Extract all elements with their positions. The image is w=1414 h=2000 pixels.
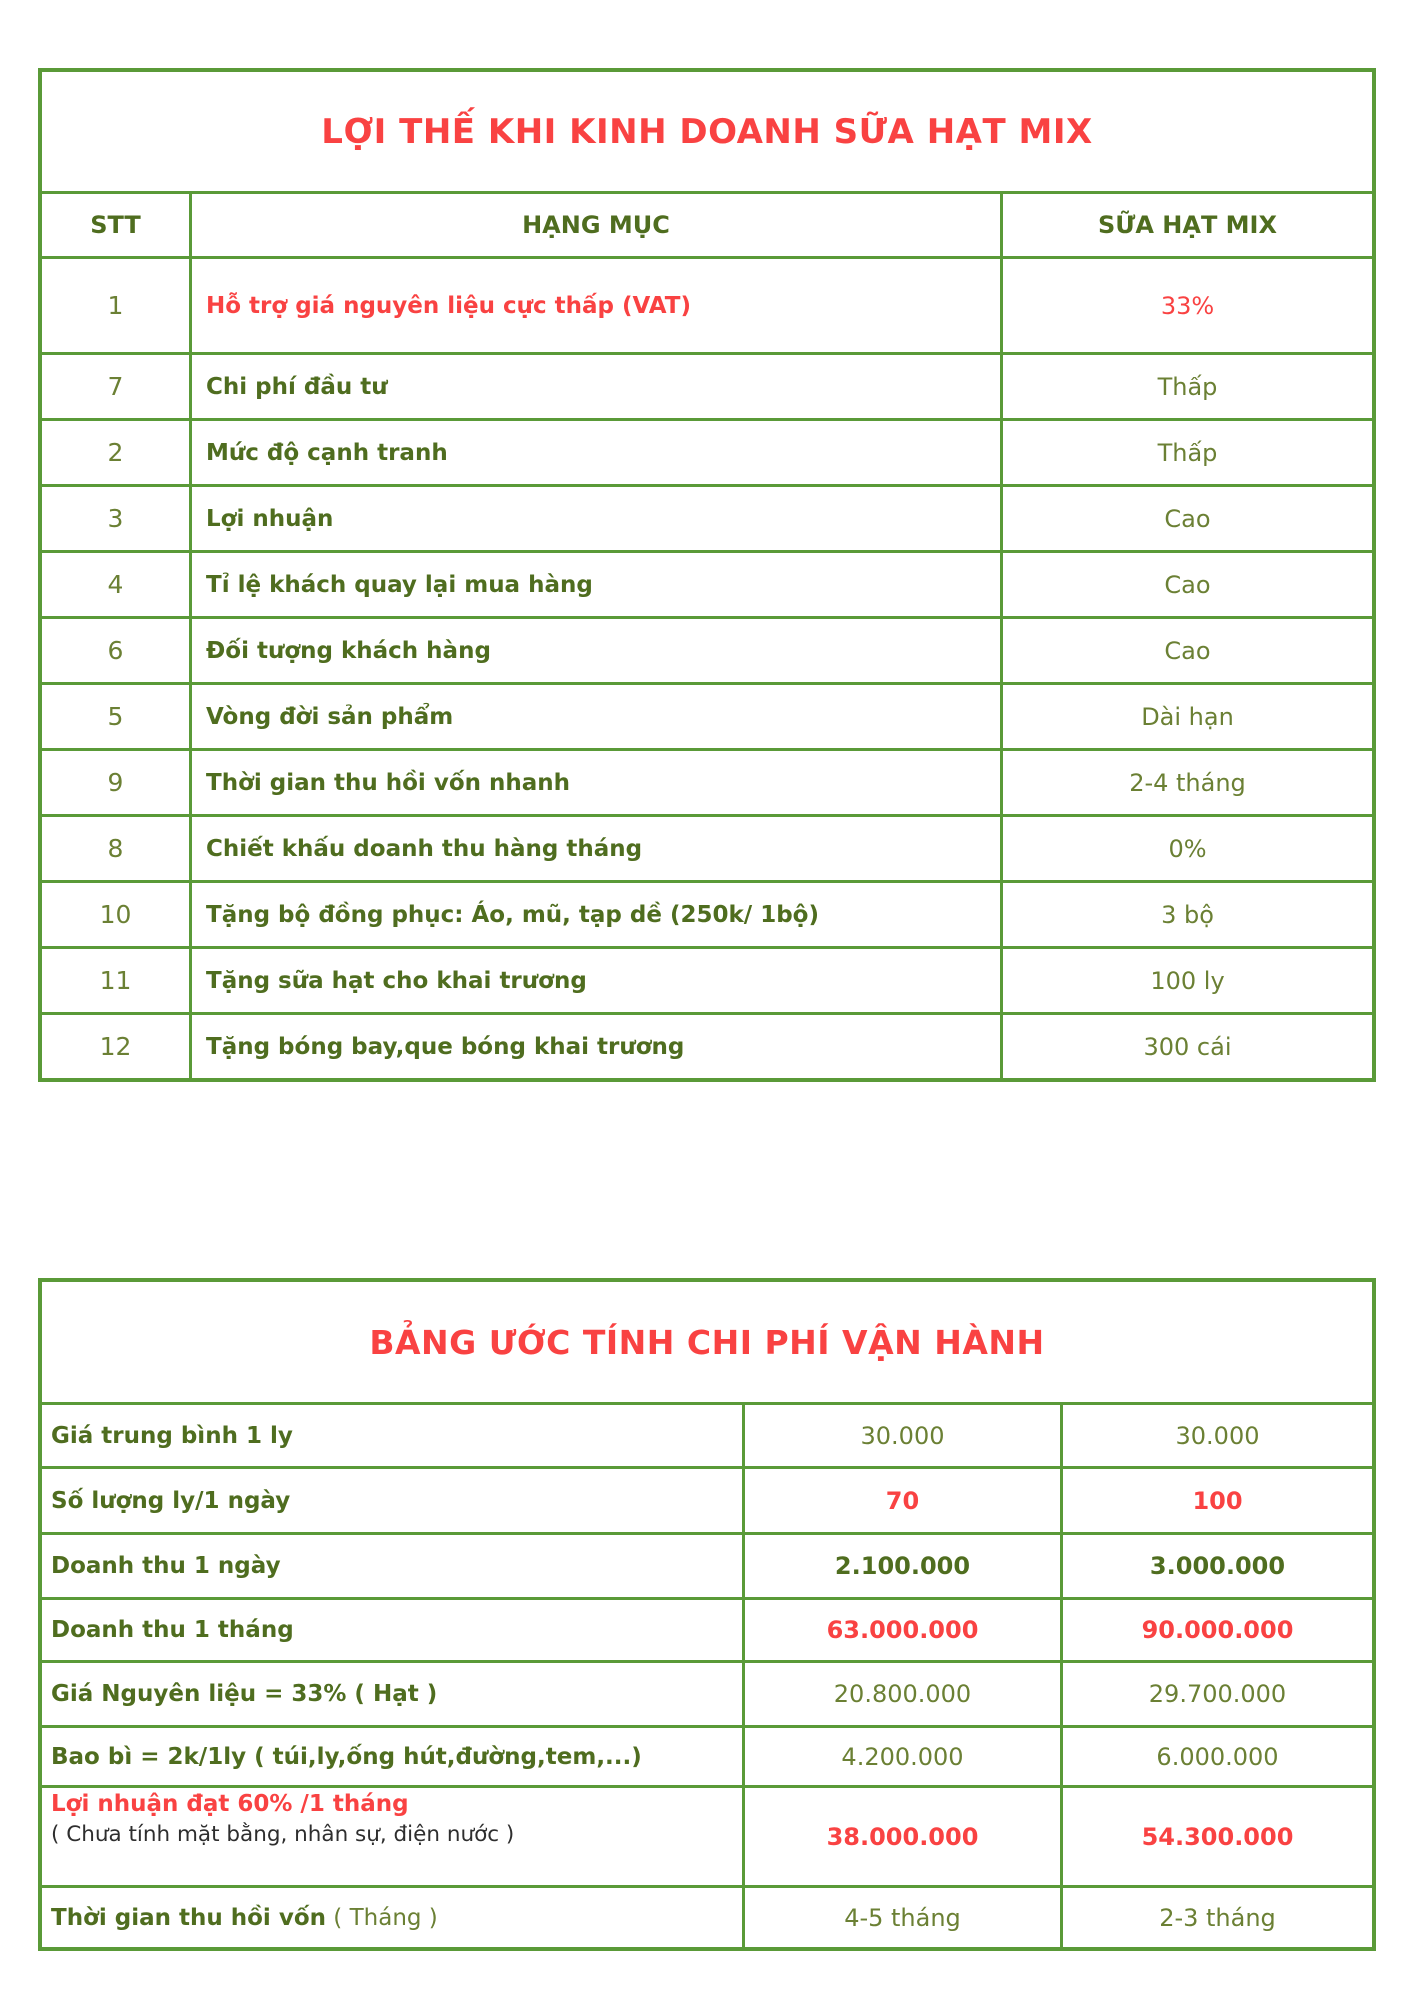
stt-cell: 11	[99, 966, 132, 995]
cost-label-cell: Giá Nguyên liệu = 33% ( Hạt )	[51, 1681, 438, 1707]
value-cell: Cao	[1000, 553, 1372, 616]
table-row	[42, 256, 1372, 352]
value-cell: 3 bộ	[1000, 883, 1372, 946]
payback-label: Thời gian thu hồi vốn	[51, 1904, 326, 1931]
cost-value-cell: 30.000	[742, 1405, 1060, 1466]
advantages-title-row	[42, 72, 1372, 191]
table-row	[42, 418, 1372, 484]
stt-cell: 1	[107, 291, 124, 320]
category-cell: Thời gian thu hồi vốn nhanh	[189, 751, 1000, 814]
value-cell: 33%	[1000, 259, 1372, 352]
category-cell: Lợi nhuận	[189, 487, 1000, 550]
table-row	[42, 1466, 1372, 1532]
category-cell: Tỉ lệ khách quay lại mua hàng	[189, 553, 1000, 616]
cost-label-cell: Giá trung bình 1 ly	[51, 1422, 293, 1449]
table-row	[42, 880, 1372, 946]
cost-value-cell: 2-3 tháng	[1060, 1888, 1372, 1947]
table-row	[42, 352, 1372, 418]
value-cell: 100 ly	[1000, 949, 1372, 1012]
category-cell: Tặng bộ đồng phục: Áo, mũ, tạp dề (250k/ 1bộ)	[189, 883, 1000, 946]
cost-title: BẢNG ƯỚC TÍNH CHI PHÍ VẬN HÀNH	[369, 1322, 1045, 1362]
cost-value-cell: 30.000	[1060, 1405, 1372, 1466]
table-row	[42, 1012, 1372, 1078]
value-cell: 2-4 tháng	[1000, 751, 1372, 814]
cost-value-cell: 70	[742, 1469, 1060, 1532]
advantages-title: LỢI THẾ KHI KINH DOANH SỮA HẠT MIX	[321, 111, 1093, 152]
header-product: SỮA HẠT MIX	[1000, 194, 1372, 256]
value-cell: 300 cái	[1000, 1015, 1372, 1078]
cost-label-cell: Số lượng ly/1 ngày	[51, 1487, 291, 1514]
category-cell: Chi phí đầu tư	[189, 355, 1000, 418]
table-row	[42, 814, 1372, 880]
table-row	[42, 550, 1372, 616]
operating-cost-table	[38, 1278, 1376, 1951]
category-cell: Hỗ trợ giá nguyên liệu cực thấp (VAT)	[189, 259, 1000, 352]
cost-label-cell: Doanh thu 1 ngày	[51, 1553, 281, 1579]
value-cell: Thấp	[1000, 421, 1372, 484]
profit-note: ( Chưa tính mặt bằng, nhân sự, điện nước )	[51, 1822, 515, 1848]
value-cell: Cao	[1000, 487, 1372, 550]
stt-cell: 10	[99, 900, 132, 929]
table-row	[42, 1597, 1372, 1660]
stt-cell: 7	[107, 372, 124, 401]
stt-cell: 9	[107, 768, 124, 797]
category-cell: Đối tượng khách hàng	[189, 619, 1000, 682]
stt-cell: 5	[107, 702, 124, 731]
cost-label-cell: Bao bì = 2k/1ly ( túi,ly,ống hút,đường,tem,...)	[51, 1743, 642, 1770]
category-cell: Vòng đời sản phẩm	[189, 685, 1000, 748]
advantages-table	[38, 68, 1376, 1082]
table-row	[42, 946, 1372, 1012]
cost-value-cell: 2.100.000	[742, 1535, 1060, 1597]
cost-value-cell: 6.000.000	[1060, 1728, 1372, 1785]
table-row	[42, 1785, 1372, 1885]
cost-value-cell: 54.300.000	[1060, 1788, 1372, 1885]
stt-cell: 4	[107, 570, 124, 599]
cost-value-cell: 90.000.000	[1060, 1600, 1372, 1660]
table-row	[42, 484, 1372, 550]
profit-label: Lợi nhuận đạt 60% /1 tháng	[51, 1791, 409, 1817]
cost-label-cell: Doanh thu 1 tháng	[51, 1617, 294, 1643]
table-row	[42, 682, 1372, 748]
value-cell: Thấp	[1000, 355, 1372, 418]
advantages-header-row	[42, 191, 1372, 256]
value-cell: Dài hạn	[1000, 685, 1372, 748]
value-cell: Cao	[1000, 619, 1372, 682]
cost-value-cell: 20.800.000	[742, 1663, 1060, 1725]
cost-value-cell: 38.000.000	[742, 1788, 1060, 1885]
cost-value-cell: 63.000.000	[742, 1600, 1060, 1660]
cost-value-cell: 29.700.000	[1060, 1663, 1372, 1725]
table-row	[42, 1532, 1372, 1597]
header-category: HẠNG MỤC	[189, 194, 1000, 256]
cost-title-row	[42, 1282, 1372, 1402]
table-row	[42, 748, 1372, 814]
cost-value-cell: 3.000.000	[1060, 1535, 1372, 1597]
table-row	[42, 1725, 1372, 1785]
cost-label-cell	[42, 1788, 742, 1885]
stt-cell: 6	[107, 636, 124, 665]
header-stt: STT	[90, 211, 141, 239]
table-row	[42, 616, 1372, 682]
table-row	[42, 1885, 1372, 1947]
cost-value-cell: 4.200.000	[742, 1728, 1060, 1785]
cost-label-cell	[42, 1888, 742, 1947]
payback-label-suffix: ( Tháng )	[326, 1904, 438, 1931]
stt-cell: 8	[107, 834, 124, 863]
category-cell: Chiết khấu doanh thu hàng tháng	[189, 817, 1000, 880]
stt-cell: 12	[99, 1032, 132, 1061]
category-cell: Tặng sữa hạt cho khai trương	[189, 949, 1000, 1012]
value-cell: 0%	[1000, 817, 1372, 880]
cost-value-cell: 100	[1060, 1469, 1372, 1532]
category-cell: Mức độ cạnh tranh	[189, 421, 1000, 484]
stt-cell: 2	[107, 438, 124, 467]
category-cell: Tặng bóng bay,que bóng khai trương	[189, 1015, 1000, 1078]
stt-cell: 3	[107, 504, 124, 533]
cost-value-cell: 4-5 tháng	[742, 1888, 1060, 1947]
table-row	[42, 1660, 1372, 1725]
table-row	[42, 1402, 1372, 1466]
